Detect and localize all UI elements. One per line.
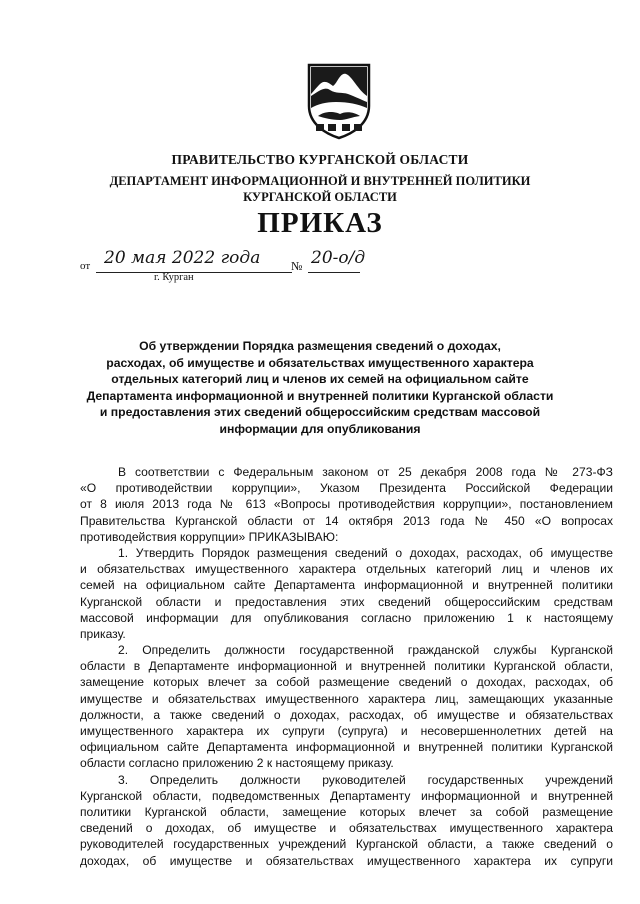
number-underline [308,272,360,273]
body-line: доходах, об имуществе и обязательствах имущественного характера их супруги [80,853,613,868]
body-line: от 8 июля 2013 года № 613 «Вопросы противодействия коррупции», постановлением [80,497,613,512]
city-label: г. Курган [154,272,194,283]
body-line: политики Курганской области, замещение которых влечет за собой размещение [80,804,613,819]
body-line: 2. Определить должности государственной гражданской службы Курганской [118,643,613,658]
body-line: 1. Утвердить Порядок размещения сведений о доходах, расходах, об имуществе [118,545,613,560]
body-line: противодействия коррупции» ПРИКАЗЫВАЮ: [80,529,339,544]
body-line: имуществе и обязательствах имущественного характера лиц, замещающих указанные [80,691,613,706]
title-line: информации для опубликования [219,421,421,436]
department-heading-line1: ДЕПАРТАМЕНТ ИНФОРМАЦИОННОЙ И ВНУТРЕННЕЙ ПОЛИТИКИ [109,174,531,188]
from-label: от [80,260,91,272]
body-line: Правительства Курганской области от 14 октября 2013 года № 450 «О вопросах [80,513,613,528]
body-line: замещение которых влечет за собой размещение сведений о доходах, расходах, об [80,675,613,690]
body-line: приказу. [80,626,126,641]
body-line: массовой информации для опубликования согласно приложению 1 к настоящему [80,610,613,625]
body-line: сведений о доходах, об имуществе и обязательствах имущественного характера [80,821,613,836]
title-line: расходах, об имуществе и обязательствах имущественного характера [106,355,534,370]
body-line: руководителей государственных учреждений Курганской области, а также сведений о [80,837,613,852]
body-line: имущественного характера их супруги (супруга) и несовершеннолетних детей на [80,724,613,738]
document-type-title: ПРИКАЗ [257,207,383,239]
title-line: Об утверждении Порядка размещения сведений о доходах, [139,339,501,353]
body-line: В соответствии с Федеральным законом от 25 декабря 2008 года № 273-ФЗ [118,465,613,479]
body-line: семей на официальном сайте Департамента информационной и внутренней политики [80,578,613,593]
order-title [80,338,560,437]
date-underline [96,272,292,273]
number-label: № [291,259,303,273]
title-line: Департамента информационной и внутренней политики Курганской области [86,388,554,403]
body-line: официальном сайте Департамента информационной и внутренней политики Курганской [80,740,613,755]
title-line: и предоставления этих сведений общероссийским средствам массовой [99,405,541,419]
body-line: области согласно приложению 2 к настоящему приказу. [80,756,394,771]
order-body [80,464,613,869]
body-line: «О противодействии коррупции», Указом Президента Российской Федерации [80,481,613,496]
department-heading-line2: КУРГАНСКОЙ ОБЛАСТИ [243,190,397,204]
body-line: Курганской области, подведомственных Департаменту информационной и внутренней [80,788,613,803]
body-line: Курганской области и предоставления этих сведений общероссийским средствам [80,594,613,609]
handwritten-date: 20 мая 2022 года [104,248,261,268]
body-line: 3. Определить должности руководителей государственных учреждений [118,772,613,787]
handwritten-number: 20-о/д [311,248,366,268]
coat-of-arms-icon [306,62,372,140]
body-line: и обязательствах имущественного характера отдельных категорий лиц и членов их [80,562,613,577]
body-line: области в Департаменте информационной и внутренней политики Курганской области, [80,659,613,674]
order-date-number-line [80,248,380,278]
title-line: отдельных категорий лиц и членов их семей на официальном сайте [111,372,529,386]
government-heading: ПРАВИТЕЛЬСТВО КУРГАНСКОЙ ОБЛАСТИ [171,152,469,167]
body-line: должности, а также сведений о доходах, расходах, об имуществе и обязательствах [80,707,613,722]
